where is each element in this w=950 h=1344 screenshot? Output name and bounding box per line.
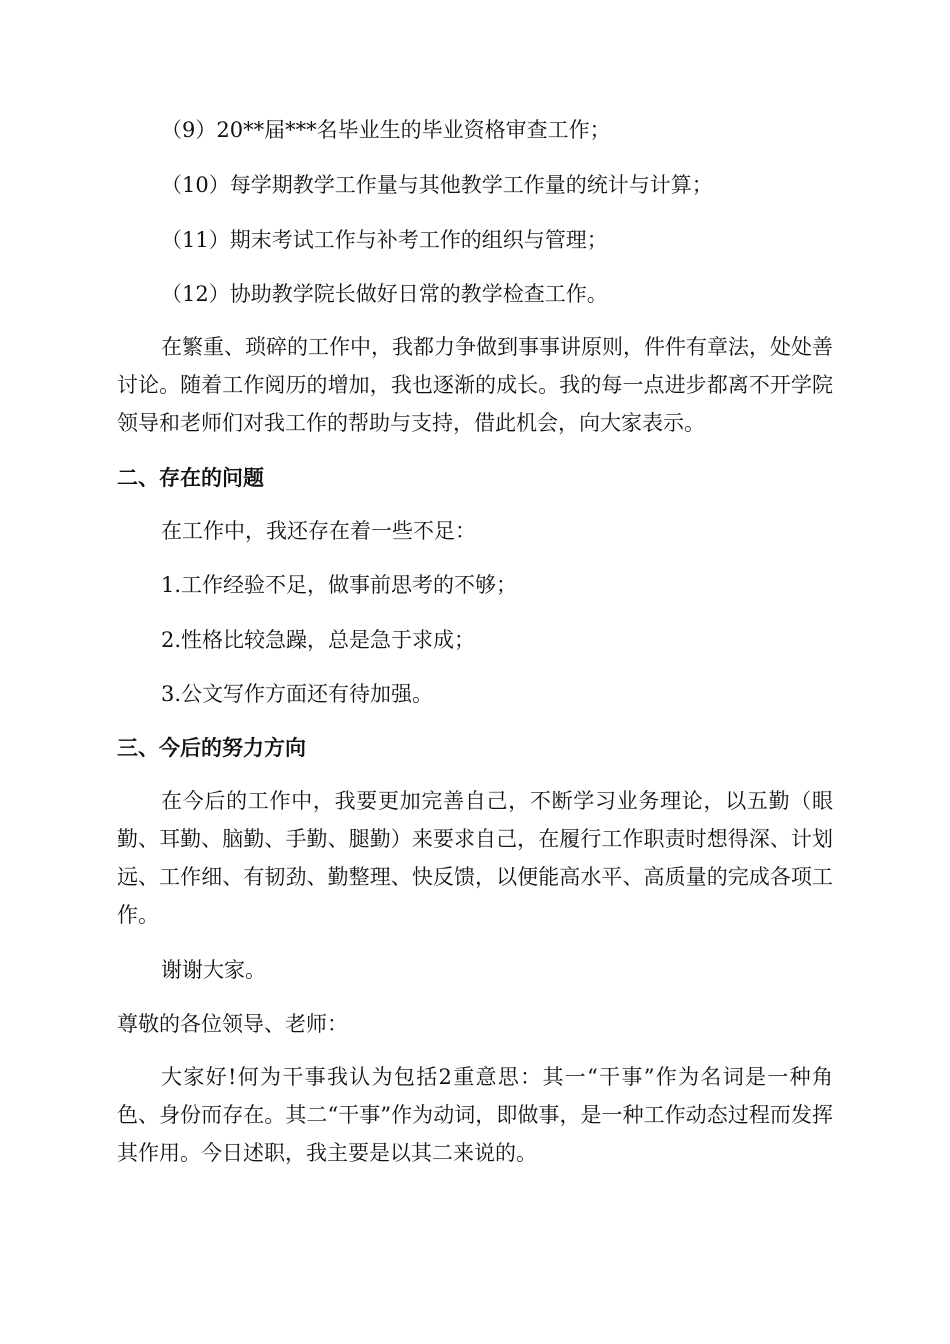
closing-paragraph: 大家好!何为干事我认为包括2重意思：其一“干事”作为名词是一种角色、身份而存在。其二“干事”作为动词，即做事，是一种工作动态过程而发挥其作用。今日述职，我主要是以其二来说的。	[117, 1065, 833, 1165]
list-item-10: （10）每学期教学工作量与其他教学工作量的统计与计算；	[161, 173, 713, 197]
list-item-12: （12）协助教学院长做好日常的教学检查工作。	[161, 282, 608, 306]
summary-paragraph: 在繁重、琐碎的工作中，我都力争做到事事讲原则，件件有章法，处处善讨论。随着工作阅历的增加，我也逐渐的成长。我的每一点进步都离不开学院领导和老师们对我工作的帮助与支持，借此机会，向大家表示。	[117, 335, 833, 435]
problem-item-3: 3.公文写作方面还有待加强。	[161, 682, 434, 706]
problem-item-1: 1.工作经验不足，做事前思考的不够；	[161, 573, 518, 597]
problem-item-2: 2.性格比较急躁，总是急于求成；	[161, 628, 476, 652]
salutation: 尊敬的各位领导、老师：	[117, 1012, 348, 1036]
section-heading-direction: 三、今后的努力方向	[117, 736, 306, 760]
section-heading-problems: 二、存在的问题	[117, 466, 264, 490]
list-item-9: （9）20**届***名毕业生的毕业资格审查工作；	[161, 118, 611, 142]
problems-intro: 在工作中，我还存在着一些不足：	[161, 519, 476, 543]
thanks-line: 谢谢大家。	[161, 958, 266, 982]
list-item-11: （11）期末考试工作与补考工作的组织与管理；	[161, 228, 608, 252]
direction-paragraph: 在今后的工作中，我要更加完善自己，不断学习业务理论，以五勤（眼勤、耳勤、脑勤、手勤、腿勤）来要求自己，在履行工作职责时想得深、计划远、工作细、有韧劲、勤整理、快反馈，以便能高水平、高质量的完成各项工作。	[117, 789, 833, 927]
